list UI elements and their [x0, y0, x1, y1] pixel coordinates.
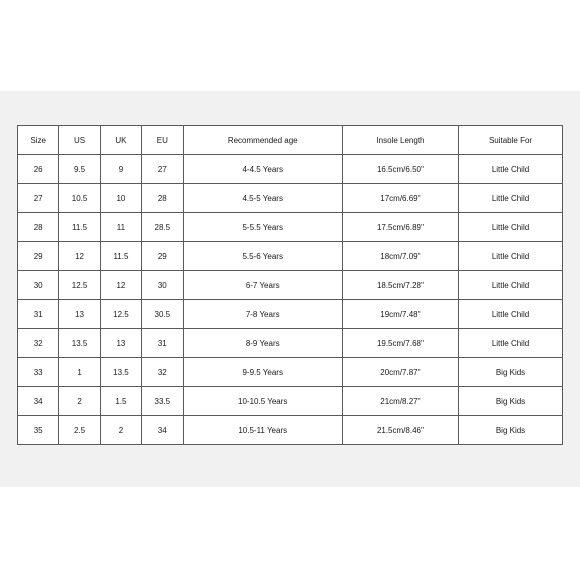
- header-suitable-for: Suitable For: [459, 126, 563, 155]
- cell-age: 9-9.5 Years: [183, 358, 342, 387]
- cell-age: 5.5-6 Years: [183, 242, 342, 271]
- cell-insole: 19cm/7.48'': [342, 300, 458, 329]
- cell-us: 2: [59, 387, 100, 416]
- cell-us: 13: [59, 300, 100, 329]
- cell-insole: 17cm/6.69'': [342, 184, 458, 213]
- cell-eu: 29: [142, 242, 183, 271]
- cell-eu: 30: [142, 271, 183, 300]
- cell-uk: 1.5: [100, 387, 141, 416]
- cell-uk: 9: [100, 155, 141, 184]
- header-uk: UK: [100, 126, 141, 155]
- cell-us: 12: [59, 242, 100, 271]
- table-row: [18, 329, 563, 358]
- cell-eu: 31: [142, 329, 183, 358]
- cell-suitable: Little Child: [459, 184, 563, 213]
- table-row: [18, 242, 563, 271]
- cell-age: 7-8 Years: [183, 300, 342, 329]
- cell-uk: 2: [100, 416, 141, 445]
- cell-age: 5-5.5 Years: [183, 213, 342, 242]
- header-insole-length: Insole Length: [342, 126, 458, 155]
- table-header-row: [18, 126, 563, 155]
- cell-insole: 17.5cm/6.89'': [342, 213, 458, 242]
- cell-us: 1: [59, 358, 100, 387]
- cell-eu: 27: [142, 155, 183, 184]
- cell-eu: 28.5: [142, 213, 183, 242]
- cell-insole: 16.5cm/6.50'': [342, 155, 458, 184]
- cell-age: 10-10.5 Years: [183, 387, 342, 416]
- cell-us: 10.5: [59, 184, 100, 213]
- cell-suitable: Little Child: [459, 329, 563, 358]
- cell-suitable: Big Kids: [459, 358, 563, 387]
- header-size: Size: [18, 126, 59, 155]
- cell-suitable: Little Child: [459, 271, 563, 300]
- cell-suitable: Little Child: [459, 300, 563, 329]
- cell-uk: 12.5: [100, 300, 141, 329]
- cell-insole: 18cm/7.09'': [342, 242, 458, 271]
- cell-size: 26: [18, 155, 59, 184]
- cell-size: 29: [18, 242, 59, 271]
- cell-size: 32: [18, 329, 59, 358]
- cell-uk: 12: [100, 271, 141, 300]
- header-us: US: [59, 126, 100, 155]
- table-row: [18, 300, 563, 329]
- cell-eu: 30.5: [142, 300, 183, 329]
- cell-age: 4-4.5 Years: [183, 155, 342, 184]
- cell-us: 2.5: [59, 416, 100, 445]
- cell-suitable: Little Child: [459, 155, 563, 184]
- cell-uk: 13.5: [100, 358, 141, 387]
- cell-insole: 21.5cm/8.46'': [342, 416, 458, 445]
- cell-size: 30: [18, 271, 59, 300]
- cell-size: 35: [18, 416, 59, 445]
- cell-insole: 18.5cm/7.28'': [342, 271, 458, 300]
- header-recommended-age: Recommended age: [183, 126, 342, 155]
- table-row: [18, 387, 563, 416]
- cell-eu: 32: [142, 358, 183, 387]
- cell-us: 13.5: [59, 329, 100, 358]
- cell-age: 8-9 Years: [183, 329, 342, 358]
- cell-age: 6-7 Years: [183, 271, 342, 300]
- cell-suitable: Little Child: [459, 242, 563, 271]
- cell-size: 27: [18, 184, 59, 213]
- cell-age: 10.5-11 Years: [183, 416, 342, 445]
- cell-size: 31: [18, 300, 59, 329]
- cell-us: 9.5: [59, 155, 100, 184]
- cell-suitable: Big Kids: [459, 416, 563, 445]
- cell-us: 12.5: [59, 271, 100, 300]
- cell-uk: 11: [100, 213, 141, 242]
- table-row: [18, 213, 563, 242]
- cell-uk: 13: [100, 329, 141, 358]
- cell-size: 33: [18, 358, 59, 387]
- cell-us: 11.5: [59, 213, 100, 242]
- table-row: [18, 271, 563, 300]
- cell-suitable: Big Kids: [459, 387, 563, 416]
- table-row: [18, 184, 563, 213]
- table-row: [18, 358, 563, 387]
- size-chart-table: [17, 125, 563, 445]
- cell-suitable: Little Child: [459, 213, 563, 242]
- header-eu: EU: [142, 126, 183, 155]
- cell-uk: 10: [100, 184, 141, 213]
- cell-eu: 28: [142, 184, 183, 213]
- cell-uk: 11.5: [100, 242, 141, 271]
- cell-size: 34: [18, 387, 59, 416]
- cell-eu: 34: [142, 416, 183, 445]
- cell-size: 28: [18, 213, 59, 242]
- cell-insole: 20cm/7.87'': [342, 358, 458, 387]
- table-row: [18, 155, 563, 184]
- cell-age: 4.5-5 Years: [183, 184, 342, 213]
- table-row: [18, 416, 563, 445]
- cell-insole: 21cm/8.27'': [342, 387, 458, 416]
- cell-insole: 19.5cm/7.68'': [342, 329, 458, 358]
- cell-eu: 33.5: [142, 387, 183, 416]
